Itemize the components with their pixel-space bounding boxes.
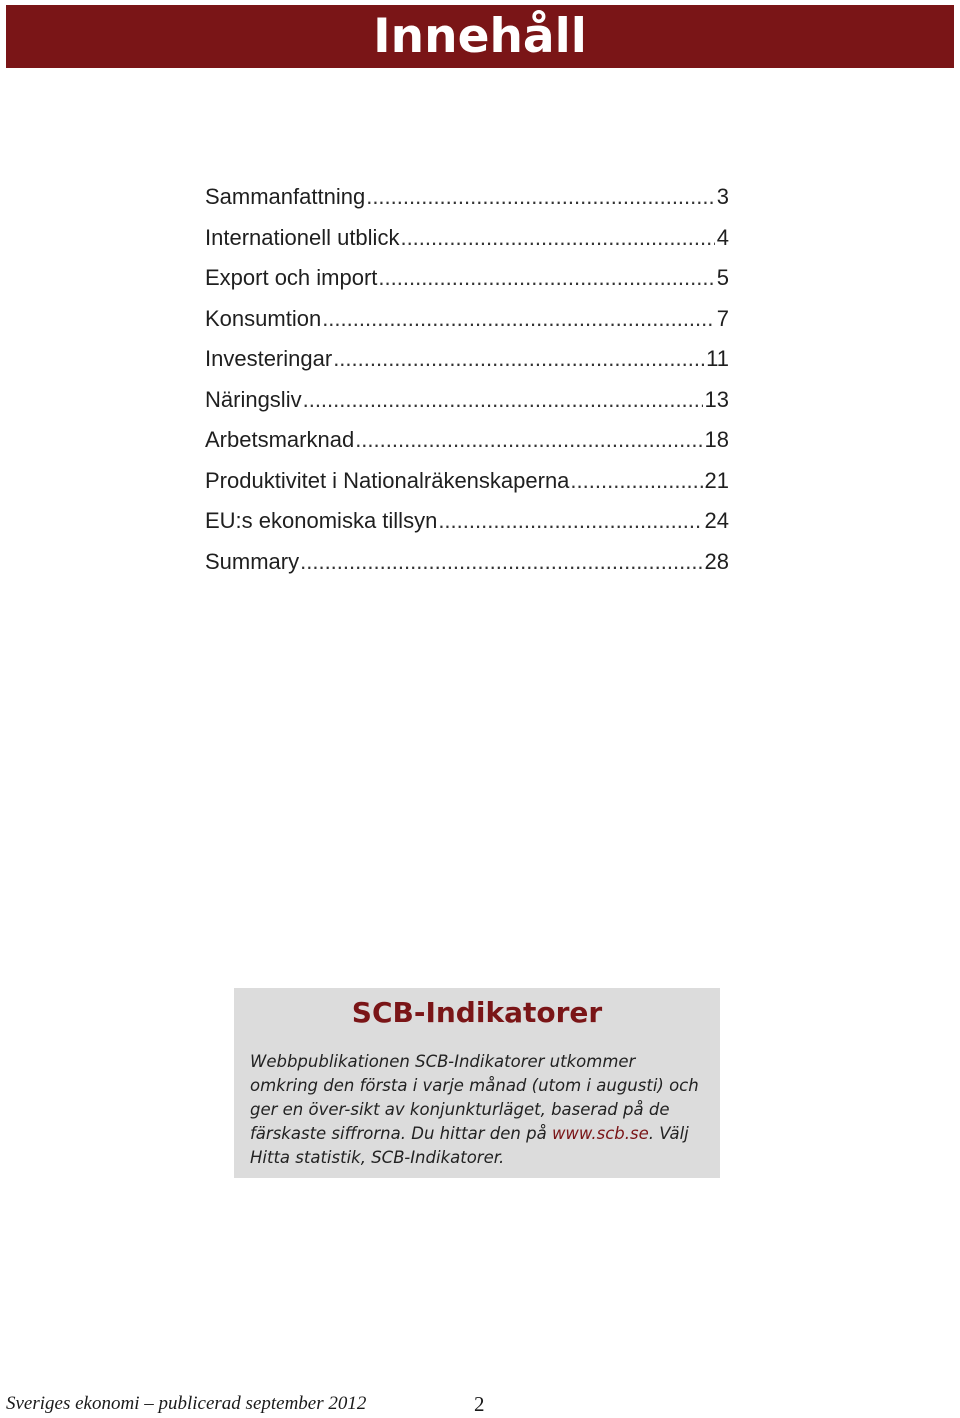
dot-leader — [300, 549, 702, 575]
toc-entry-page: 24 — [704, 508, 729, 533]
dot-leader — [570, 468, 702, 494]
info-box-heading: SCB-Indikatorer — [351, 996, 603, 1029]
dot-leader — [438, 508, 702, 534]
toc-entry-label: Internationell utblick — [205, 224, 400, 250]
toc-entry-page: 3 — [716, 184, 729, 209]
toc-entry-label: Näringsliv — [205, 386, 302, 412]
toc-entry[interactable] — [205, 225, 729, 266]
dot-leader — [303, 387, 703, 413]
toc-entry-label: EU:s ekonomiska tillsyn — [205, 508, 438, 533]
toc-entry[interactable] — [205, 508, 729, 549]
toc-entry-label: Investeringar — [205, 346, 333, 371]
toc-entry-page: 13 — [704, 386, 729, 412]
scb-indikatorer-box — [234, 988, 720, 1178]
toc-entry-label: Konsumtion — [205, 305, 322, 331]
toc-entry-page: 18 — [704, 427, 729, 452]
toc-entry-page: 11 — [706, 346, 729, 371]
dot-leader — [378, 265, 714, 291]
toc-entry[interactable] — [205, 468, 729, 509]
footer-publication: Sveriges ekonomi – publicerad september 2012 — [6, 1393, 367, 1414]
toc-entry-page: 5 — [716, 265, 729, 290]
toc-entry[interactable] — [205, 306, 729, 347]
table-of-contents — [205, 184, 729, 589]
toc-entry-page: 4 — [716, 224, 729, 250]
info-box-text — [250, 1050, 706, 1170]
toc-entry-label: Sammanfattning — [205, 184, 366, 209]
toc-entry-label: Arbetsmarknad — [205, 427, 355, 452]
toc-entry[interactable] — [205, 427, 729, 468]
toc-entry[interactable] — [205, 346, 729, 387]
toc-entry-page: 21 — [704, 467, 729, 493]
dot-leader — [333, 346, 704, 372]
toc-entry[interactable] — [205, 265, 729, 306]
toc-entry-label: Export och import — [205, 265, 378, 290]
page-title: Innehåll — [373, 9, 587, 64]
toc-entry-page: 7 — [716, 305, 729, 331]
dot-leader — [322, 306, 715, 332]
toc-entry-label: Summary — [205, 548, 300, 574]
page-number: 2 — [474, 1392, 485, 1416]
dot-leader — [400, 225, 714, 251]
title-bar — [6, 5, 954, 68]
info-box-text-part: . Välj Hitta statistik, SCB-Indikatorer. — [250, 1124, 689, 1167]
info-box-text-part: Webbpublikationen SCB-Indikatorer utkommer omkring den första i varje månad (utom i augusti) och ger en över-sikt av konjunkturläget, baserad på de färskaste siffrorna. Du hittar den på — [250, 1052, 699, 1143]
toc-entry[interactable] — [205, 549, 729, 590]
dot-leader — [355, 427, 702, 453]
toc-entry-label: Produktivitet i Nationalräkenskaperna — [205, 467, 570, 493]
dot-leader — [366, 184, 715, 210]
toc-entry[interactable] — [205, 184, 729, 225]
scb-website-link[interactable]: www.scb.se — [551, 1124, 649, 1143]
toc-entry[interactable] — [205, 387, 729, 428]
toc-entry-page: 28 — [704, 548, 729, 574]
